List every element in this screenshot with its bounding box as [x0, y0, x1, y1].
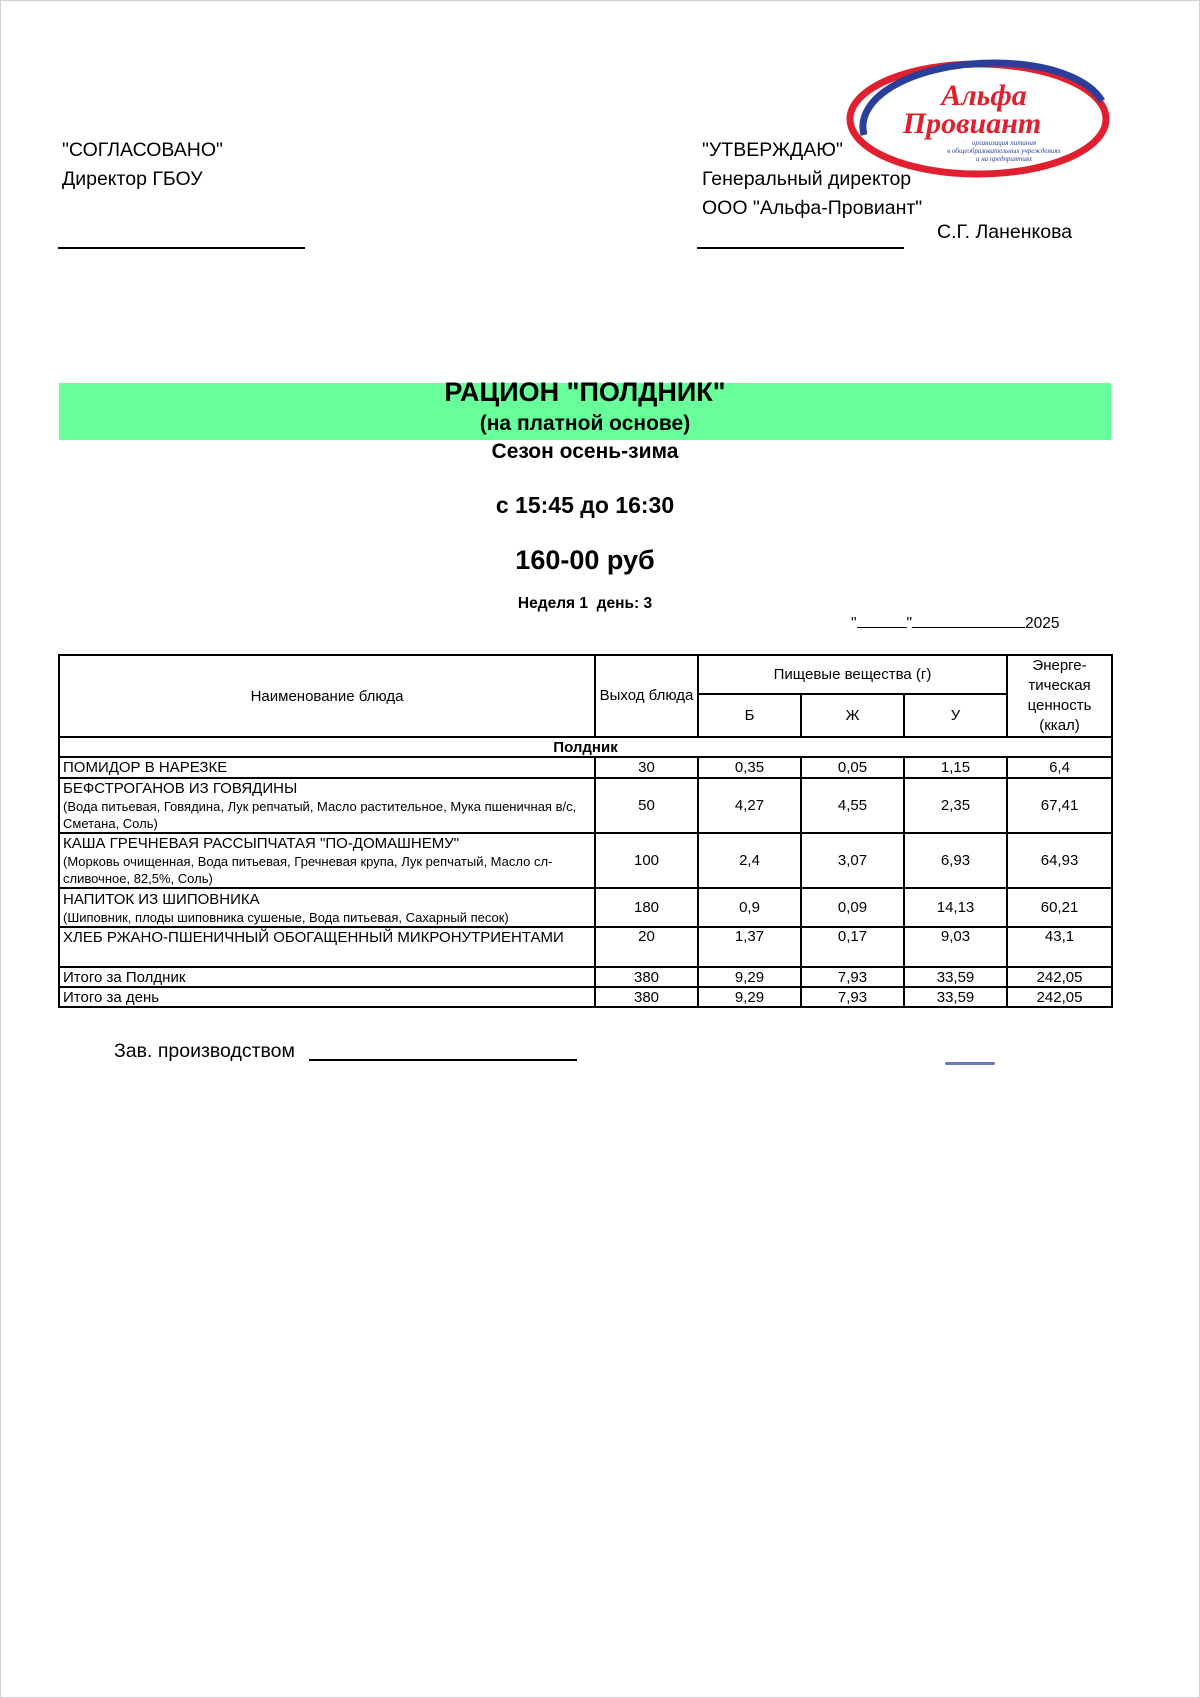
table-row	[59, 757, 1112, 778]
date-quote-open: "	[851, 615, 857, 632]
total-protein: 9,29	[698, 967, 801, 987]
menu-price: 160-00 руб	[515, 545, 655, 575]
section-row	[59, 737, 1112, 757]
dish-fat: 3,07	[801, 833, 904, 888]
dish-name: ХЛЕБ РЖАНО-ПШЕНИЧНЫЙ ОБОГАЩЕННЫЙ МИКРОНУТРИЕНТАМИ	[63, 929, 564, 946]
dish-composition: (Морковь очищенная, Вода питьевая, Гречневая крупа, Лук репчатый, Масло сл-сливочное, 82,5%, Соль)	[63, 854, 553, 886]
dish-composition: (Вода питьевая, Говядина, Лук репчатый, Масло растительное, Мука пшеничная в/с, Сметана, Соль)	[63, 799, 577, 831]
dish-cell	[59, 833, 595, 888]
dish-carbs: 1,15	[904, 757, 1007, 778]
approval-right-position: Генеральный директор	[702, 168, 912, 190]
menu-time: с 15:45 до 16:30	[495, 492, 675, 518]
dish-protein: 4,27	[698, 778, 801, 833]
logo-line1: Альфа	[941, 79, 1027, 112]
dish-cell	[59, 757, 595, 778]
menu-subtitle: (на платной основе)	[479, 412, 691, 435]
dish-energy: 67,41	[1007, 778, 1112, 833]
dish-carbs: 14,13	[904, 888, 1007, 927]
week-day: Неделя 1 день: 3	[517, 595, 653, 612]
dish-carbs: 2,35	[904, 778, 1007, 833]
date-day-blank	[857, 614, 907, 628]
logo-tagline3: и на предприятиях	[975, 155, 1033, 163]
dish-yield: 180	[595, 888, 698, 927]
table-row	[59, 888, 1112, 927]
header-protein: Б	[698, 694, 801, 737]
dish-protein: 0,9	[698, 888, 801, 927]
signature-line-left	[58, 247, 305, 249]
dish-protein: 0,35	[698, 757, 801, 778]
approval-left-heading: "СОГЛАСОВАНО"	[62, 139, 223, 161]
dish-fat: 0,05	[801, 757, 904, 778]
dish-name: БЕФСТРОГАНОВ ИЗ ГОВЯДИНЫ	[63, 780, 298, 797]
total-energy: 242,05	[1007, 987, 1112, 1007]
stamp-fragment	[945, 1062, 995, 1065]
menu-title: РАЦИОН "ПОЛДНИК"	[444, 377, 726, 407]
signature-line-right	[697, 247, 904, 249]
approval-left-position: Директор ГБОУ	[62, 168, 203, 190]
dish-fat: 0,09	[801, 888, 904, 927]
footer-label: Зав. производством	[114, 1040, 295, 1062]
signature-line-footer	[309, 1059, 577, 1061]
total-energy: 242,05	[1007, 967, 1112, 987]
dish-yield: 100	[595, 833, 698, 888]
total-yield: 380	[595, 967, 698, 987]
date-field	[851, 614, 1060, 633]
total-yield: 380	[595, 987, 698, 1007]
dish-name: ПОМИДОР В НАРЕЗКЕ	[63, 759, 228, 776]
table-row	[59, 927, 1112, 967]
total-row	[59, 987, 1112, 1007]
header-name: Наименование блюда	[59, 655, 595, 737]
approval-right-organization: ООО "Альфа-Провиант"	[702, 197, 923, 219]
total-row	[59, 967, 1112, 987]
menu-season: Сезон осень-зима	[491, 440, 679, 463]
dish-protein: 2,4	[698, 833, 801, 888]
table-header-row	[59, 655, 1112, 694]
dish-yield: 30	[595, 757, 698, 778]
dish-yield: 20	[595, 927, 698, 967]
header-yield: Выход блюда	[595, 655, 698, 737]
total-label: Итого за Полдник	[59, 967, 595, 987]
dish-energy: 6,4	[1007, 757, 1112, 778]
logo-line2: Провиант	[902, 107, 1042, 140]
total-protein: 9,29	[698, 987, 801, 1007]
dish-cell	[59, 927, 595, 967]
header-nutrients: Пищевые вещества (г)	[698, 655, 1007, 694]
dish-protein: 1,37	[698, 927, 801, 967]
dish-composition: (Шиповник, плоды шиповника сушеные, Вода питьевая, Сахарный песок)	[63, 909, 509, 925]
section-label: Полдник	[59, 737, 1112, 757]
date-month-blank	[912, 614, 1025, 628]
menu-table	[58, 654, 1113, 1008]
dish-fat: 4,55	[801, 778, 904, 833]
table-row	[59, 833, 1112, 888]
dish-carbs: 6,93	[904, 833, 1007, 888]
dish-cell	[59, 778, 595, 833]
dish-cell	[59, 888, 595, 927]
signatory-name: С.Г. Ланенкова	[937, 221, 1073, 243]
total-carbs: 33,59	[904, 987, 1007, 1007]
approval-right-heading: "УТВЕРЖДАЮ"	[702, 139, 843, 161]
logo-tagline1: организация питания	[971, 139, 1037, 147]
header-energy: Энерге-тическая ценность (ккал)	[1007, 655, 1112, 737]
dish-carbs: 9,03	[904, 927, 1007, 967]
dish-energy: 60,21	[1007, 888, 1112, 927]
dish-yield: 50	[595, 778, 698, 833]
table-row	[59, 778, 1112, 833]
header-fat: Ж	[801, 694, 904, 737]
dish-fat: 0,17	[801, 927, 904, 967]
total-label: Итого за день	[59, 987, 595, 1007]
dish-name: КАША ГРЕЧНЕВАЯ РАССЫПЧАТАЯ "ПО-ДОМАШНЕМУ"	[63, 835, 460, 852]
date-year: 2025	[1025, 615, 1060, 632]
approval-right	[702, 136, 922, 223]
dish-name: НАПИТОК ИЗ ШИПОВНИКА	[63, 890, 260, 908]
total-fat: 7,93	[801, 967, 904, 987]
approval-left	[62, 136, 223, 194]
header-carbs: У	[904, 694, 1007, 737]
logo-tagline2: в общеобразовательных учреждениях	[947, 147, 1061, 155]
dish-energy: 43,1	[1007, 927, 1112, 967]
total-carbs: 33,59	[904, 967, 1007, 987]
dish-energy: 64,93	[1007, 833, 1112, 888]
date-quote-close: "	[906, 615, 913, 632]
total-fat: 7,93	[801, 987, 904, 1007]
